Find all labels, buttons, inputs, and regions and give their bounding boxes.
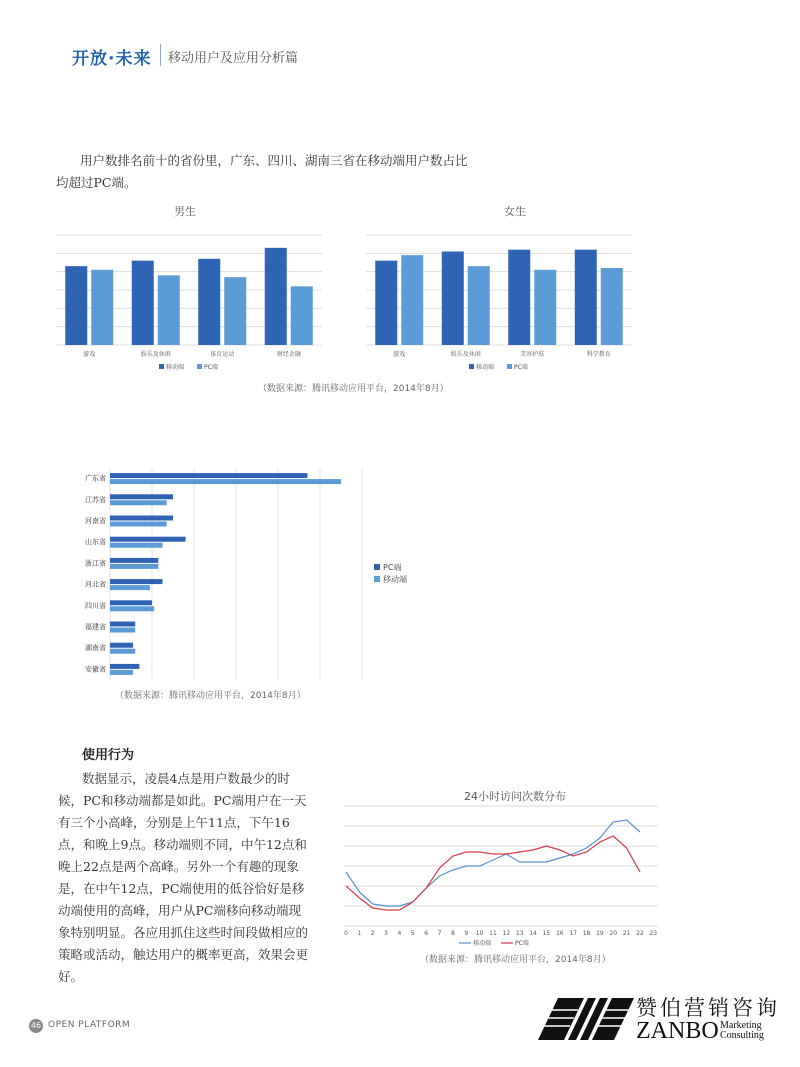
legend-swatch bbox=[197, 364, 202, 369]
y-tick-label: 河北省 bbox=[85, 580, 106, 589]
brand-tagline bbox=[720, 1021, 764, 1041]
brand-tagline-2: Consulting bbox=[720, 1030, 764, 1041]
bar bbox=[110, 500, 167, 505]
zanbo-logo-icon bbox=[538, 996, 634, 1042]
x-tick-label: 8 bbox=[450, 930, 455, 937]
x-tick-label: 美容护肤 bbox=[520, 351, 545, 358]
series-line bbox=[346, 836, 640, 910]
bar bbox=[110, 585, 150, 590]
x-tick-label: 17 bbox=[569, 930, 577, 937]
x-tick-label: 10 bbox=[475, 930, 484, 937]
legend-swatch bbox=[159, 364, 164, 369]
legend-pc bbox=[374, 562, 407, 574]
brand-name-cn: 赞伯营销咨询 bbox=[636, 996, 780, 1020]
x-tick-label: 19 bbox=[596, 930, 604, 937]
province-bar-chart bbox=[50, 462, 370, 688]
x-tick-label: 6 bbox=[424, 930, 429, 937]
y-tick-label: 江苏省 bbox=[85, 495, 106, 504]
bar bbox=[110, 628, 135, 633]
bar bbox=[110, 494, 173, 499]
x-tick-label: 3 bbox=[384, 930, 388, 937]
bar bbox=[375, 261, 397, 345]
bar bbox=[110, 537, 186, 542]
x-tick-label: 娱乐及休闲 bbox=[450, 351, 481, 358]
source-note-1: （数据来源：腾讯移动应用平台，2014年8月） bbox=[258, 384, 449, 394]
male-bar-chart bbox=[50, 225, 330, 375]
legend-label: 移动端 bbox=[476, 364, 495, 371]
bar bbox=[110, 543, 163, 548]
bar bbox=[508, 250, 530, 345]
x-tick-label: 12 bbox=[502, 930, 511, 937]
bar bbox=[65, 266, 87, 345]
bar bbox=[534, 270, 556, 345]
bar bbox=[110, 479, 341, 484]
x-tick-label: 14 bbox=[529, 930, 537, 937]
bar bbox=[110, 579, 163, 584]
y-tick-label: 四川省 bbox=[85, 601, 106, 610]
legend-label: PC端 bbox=[204, 364, 218, 371]
series-line bbox=[346, 820, 640, 906]
bar bbox=[110, 649, 135, 654]
x-tick-label: 娱乐及休闲 bbox=[140, 351, 171, 358]
x-tick-label: 游戏 bbox=[393, 351, 406, 358]
bar bbox=[291, 286, 313, 345]
brand-tagline-1: Marketing bbox=[720, 1020, 762, 1031]
section-title-usage: 使用行为 bbox=[82, 748, 135, 763]
bar bbox=[110, 522, 167, 527]
x-tick-label: 7 bbox=[437, 930, 442, 937]
y-tick-label: 山东省 bbox=[85, 538, 106, 547]
bar bbox=[401, 255, 423, 345]
female-bar-chart bbox=[360, 225, 640, 375]
bar bbox=[110, 606, 154, 611]
y-tick-label: 安徽省 bbox=[85, 665, 106, 674]
bar bbox=[132, 261, 154, 345]
intro-paragraph: 用户数排名前十的省份里，广东、四川、湖南三省在移动端用户数占比均超过PC端。 bbox=[56, 153, 468, 190]
legend-label-pc: PC端 bbox=[383, 563, 402, 572]
bar bbox=[224, 277, 246, 345]
x-tick-label: 20 bbox=[609, 930, 618, 937]
bar bbox=[468, 266, 490, 345]
bar bbox=[158, 275, 180, 345]
x-tick-label: 2 bbox=[370, 930, 375, 937]
bar bbox=[110, 600, 152, 605]
legend-label: 移动端 bbox=[473, 940, 492, 947]
x-tick-label: 1 bbox=[357, 930, 362, 937]
header-logo: 开放·未来 bbox=[72, 49, 152, 69]
x-tick-label: 15 bbox=[542, 930, 551, 937]
x-tick-label: 21 bbox=[622, 930, 631, 937]
header-section-title: 移动用户及应用分析篇 bbox=[168, 51, 299, 66]
source-note-3: （数据来源：腾讯移动应用平台，2014年8月） bbox=[420, 955, 611, 965]
bar bbox=[110, 664, 139, 669]
bar bbox=[265, 248, 287, 345]
x-tick-label: 16 bbox=[555, 930, 564, 937]
bar bbox=[110, 558, 158, 563]
y-tick-label: 福建省 bbox=[85, 623, 106, 631]
chart-title-female: 女生 bbox=[504, 205, 526, 218]
x-tick-label: 财经金融 bbox=[276, 351, 301, 358]
y-tick-label: 广东省 bbox=[85, 474, 106, 483]
chart-title-male: 男生 bbox=[174, 205, 196, 218]
legend-swatch-mobile bbox=[374, 576, 380, 582]
province-legend bbox=[374, 562, 407, 586]
bar bbox=[110, 564, 158, 569]
legend-swatch-pc bbox=[374, 564, 380, 570]
x-tick-label: 9 bbox=[464, 930, 469, 937]
x-tick-label: 22 bbox=[636, 930, 644, 937]
x-tick-label: 0 bbox=[344, 930, 348, 937]
chart-title-24h: 24小时访问次数分布 bbox=[464, 790, 566, 803]
x-tick-label: 游戏 bbox=[83, 351, 96, 358]
usage-paragraph: 数据显示，凌晨4点是用户数最少的时候，PC和移动端都是如此。PC端用户在一天有三个小高峰，分别是上午11点，下午16点，和晚上9点。移动端则不同，中午12点和晚上22点是两个高峰。另外一个有趣的现象是，在中午12点，PC端使用的低谷恰好是移动端使用的高峰，用户从PC端移向移动端现象特别明显。各应用抓住这些时间段做相应的策略或活动，触达用户的概率更高，效果会更好。 bbox=[58, 771, 309, 984]
legend-swatch bbox=[507, 364, 512, 369]
x-tick-label: 5 bbox=[410, 930, 415, 937]
x-tick-label: 23 bbox=[649, 930, 658, 937]
x-tick-label: 体育运动 bbox=[210, 351, 235, 358]
legend-label: PC端 bbox=[515, 940, 529, 947]
bar bbox=[601, 268, 623, 345]
bar bbox=[198, 259, 220, 345]
x-tick-label: 13 bbox=[515, 930, 524, 937]
legend-label: PC端 bbox=[514, 364, 528, 371]
legend-mobile bbox=[374, 574, 407, 586]
bar bbox=[91, 270, 113, 345]
legend-swatch bbox=[469, 364, 474, 369]
bar bbox=[110, 670, 133, 675]
y-tick-label: 河南省 bbox=[85, 517, 106, 525]
y-tick-label: 浙江省 bbox=[85, 559, 106, 568]
page-number: 46 bbox=[29, 1019, 43, 1033]
bar bbox=[110, 516, 173, 521]
x-tick-label: 18 bbox=[582, 930, 591, 937]
x-tick-label: 4 bbox=[397, 930, 402, 937]
bar bbox=[110, 622, 135, 627]
y-tick-label: 湖南省 bbox=[85, 644, 106, 653]
bar bbox=[442, 252, 464, 346]
header-divider bbox=[160, 44, 161, 66]
bar bbox=[110, 473, 307, 478]
footer-label: OPEN PLATFORM bbox=[48, 1020, 131, 1030]
hourly-line-chart bbox=[336, 800, 666, 950]
source-note-2: （数据来源：腾讯移动应用平台，2014年8月） bbox=[115, 691, 306, 701]
legend-label-mobile: 移动端 bbox=[383, 575, 407, 584]
brand-name-en: ZANBO bbox=[636, 1018, 719, 1044]
x-tick-label: 科学教育 bbox=[586, 351, 611, 358]
legend-label: 移动端 bbox=[166, 364, 185, 371]
x-tick-label: 11 bbox=[489, 930, 497, 937]
bar bbox=[575, 250, 597, 345]
bar bbox=[110, 643, 133, 648]
